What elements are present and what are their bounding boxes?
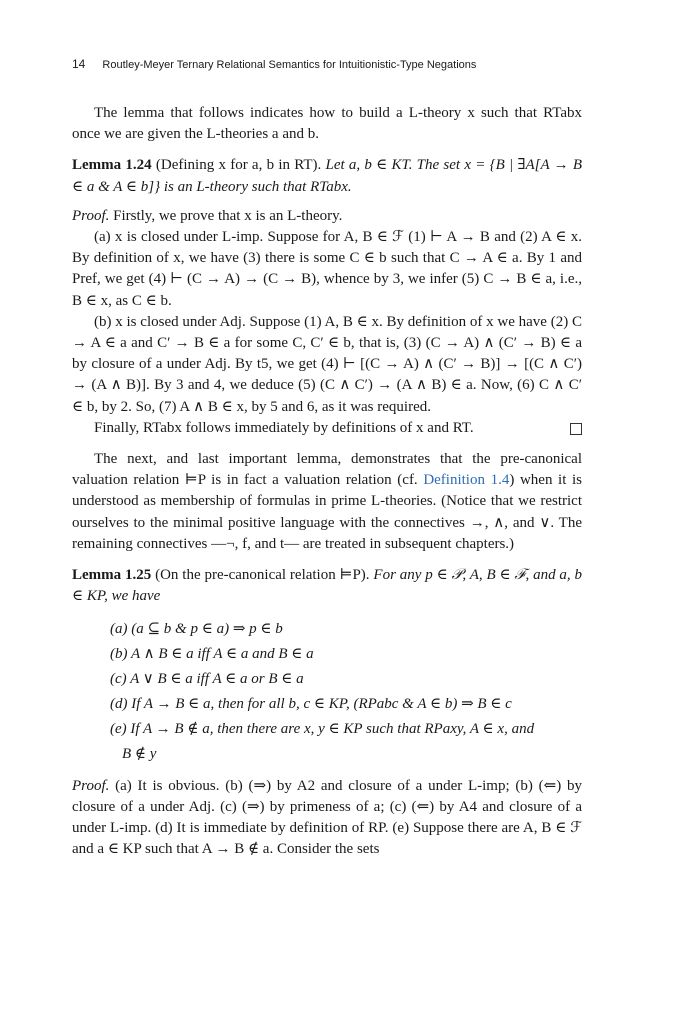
lemma-1-25 [72,565,582,607]
page-number: 14 [72,57,86,71]
lemma-item-e-continued: B ∉ y [122,746,157,763]
lemma-statement: For any p ∈ 𝒫, A, B ∈ ℱ, and a, b ∈ KP, we have [72,567,583,605]
proof-1-24-conclusion [72,418,582,439]
proof-1-25 [72,776,582,861]
lemma-item-e: (e) If A → B ∉ a, then there are x, y ∈ KP such that RPaxy, A ∈ x, and [110,721,535,738]
proof-text: (a) It is obvious. (b) (⇒) by A2 and closure of a under L-imp; (b) (⇐) by closure of a under Adj. (c) (⇒) by primeness of a; (c) (⇐) by A4 and closure of a under L-imp. (d) It is immediate by definition of RP. (e) Suppose there are A, B ∈ ℱ and a ∈ KP such that A → B ∉ a. Consider the sets [72,777,582,858]
proof-1-24-intro [72,206,582,227]
definition-1-4-link[interactable]: Definition 1.4 [423,472,510,489]
lemma-item-d: (d) If A → B ∈ a, then for all b, c ∈ KP, (RPabc & A ∈ b) ⇒ B ∈ c [110,696,512,713]
proof-label: Proof. [72,207,110,224]
lemma-label: Lemma 1.24 [72,157,152,174]
lemma-1-24 [72,155,582,197]
lemma-item-c: (c) A ∨ B ∈ a iff A ∈ a or B ∈ a [110,671,304,688]
paragraph-text-1: The next, and last important lemma, demonstrates that the pre-canonical valuation relation ⊨P is in fact a valuation relation (cf. [72,451,582,489]
lemma-title: (On the pre-canonical relation ⊨P). [155,567,370,584]
lemma-title: (Defining x for a, b in RT). [155,157,322,174]
next-lemma-paragraph [72,449,582,555]
proof-1-24-part-a: (a) x is closed under L-imp. Suppose for A, B ∈ ℱ (1) ⊢ A → B and (2) A ∈ x. By definition of x, we have (3) there is some C ∈ b such that C → A ∈ a. By 1 and Pref, we get (4) ⊢ (C → A) → (C → B), whence by 3, we infer (5) C → B ∈ a, i.e., B ∈ x, as C ∈ b. [72,229,582,309]
lemma-statement: Let a, b ∈ KT. The set x = {B | ∃A[A → B ∈ a & A ∈ b]} is an L-theory such that RTabx. [72,157,583,195]
qed-square-icon [570,423,582,435]
proof-conclusion-text: Finally, RTabx follows immediately by definitions of x and RT. [94,419,474,436]
lemma-item-b: (b) A ∧ B ∈ a iff A ∈ a and B ∈ a [110,646,314,663]
running-title: Routley-Meyer Ternary Relational Semantics for Intuitionistic-Type Negations [102,59,477,71]
proof-label: Proof. [72,777,110,794]
page-body [72,103,582,860]
paragraph-text-2: ) when it is understood as membership of formulas in prime L-theories. (Notice that we restrict ourselves to the minimal positive language with the connectives →, ∧, and ∨. The remaining connectives —¬, f, and t— are treated in subsequent chapters.) [72,472,583,552]
lemma-1-25-items [110,619,582,765]
lemma-item-a: (a) (a ⊆ b & p ∈ a) ⇒ p ∈ b [110,621,283,638]
proof-text: Firstly, we prove that x is an L-theory. [113,207,343,224]
lemma-label: Lemma 1.25 [72,567,152,584]
running-header [72,57,610,71]
intro-paragraph: The lemma that follows indicates how to build a L-theory x such that RTabx once we are given the L-theories a and b. [72,105,582,143]
proof-1-24-part-b: (b) x is closed under Adj. Suppose (1) A, B ∈ x. By definition of x we have (2) C → A ∈ a and C′ → B ∈ a for some C, C′ ∈ b, that is, (3) (C → A) ∧ (C′ → B) ∈ a by closure of a under Adj. By t5, we get (4) ⊢ [(C → A) ∧ (C′ → B)] → [(C ∧ C′) → (A ∧ B)]. By 3 and 4, we deduce (5) (C ∧ C′) → (A ∧ B) ∈ a. Now, (6) C ∧ C′ ∈ b, by 2. So, (7) A ∧ B ∈ x, by 5 and 6, as it was required. [72,313,582,415]
